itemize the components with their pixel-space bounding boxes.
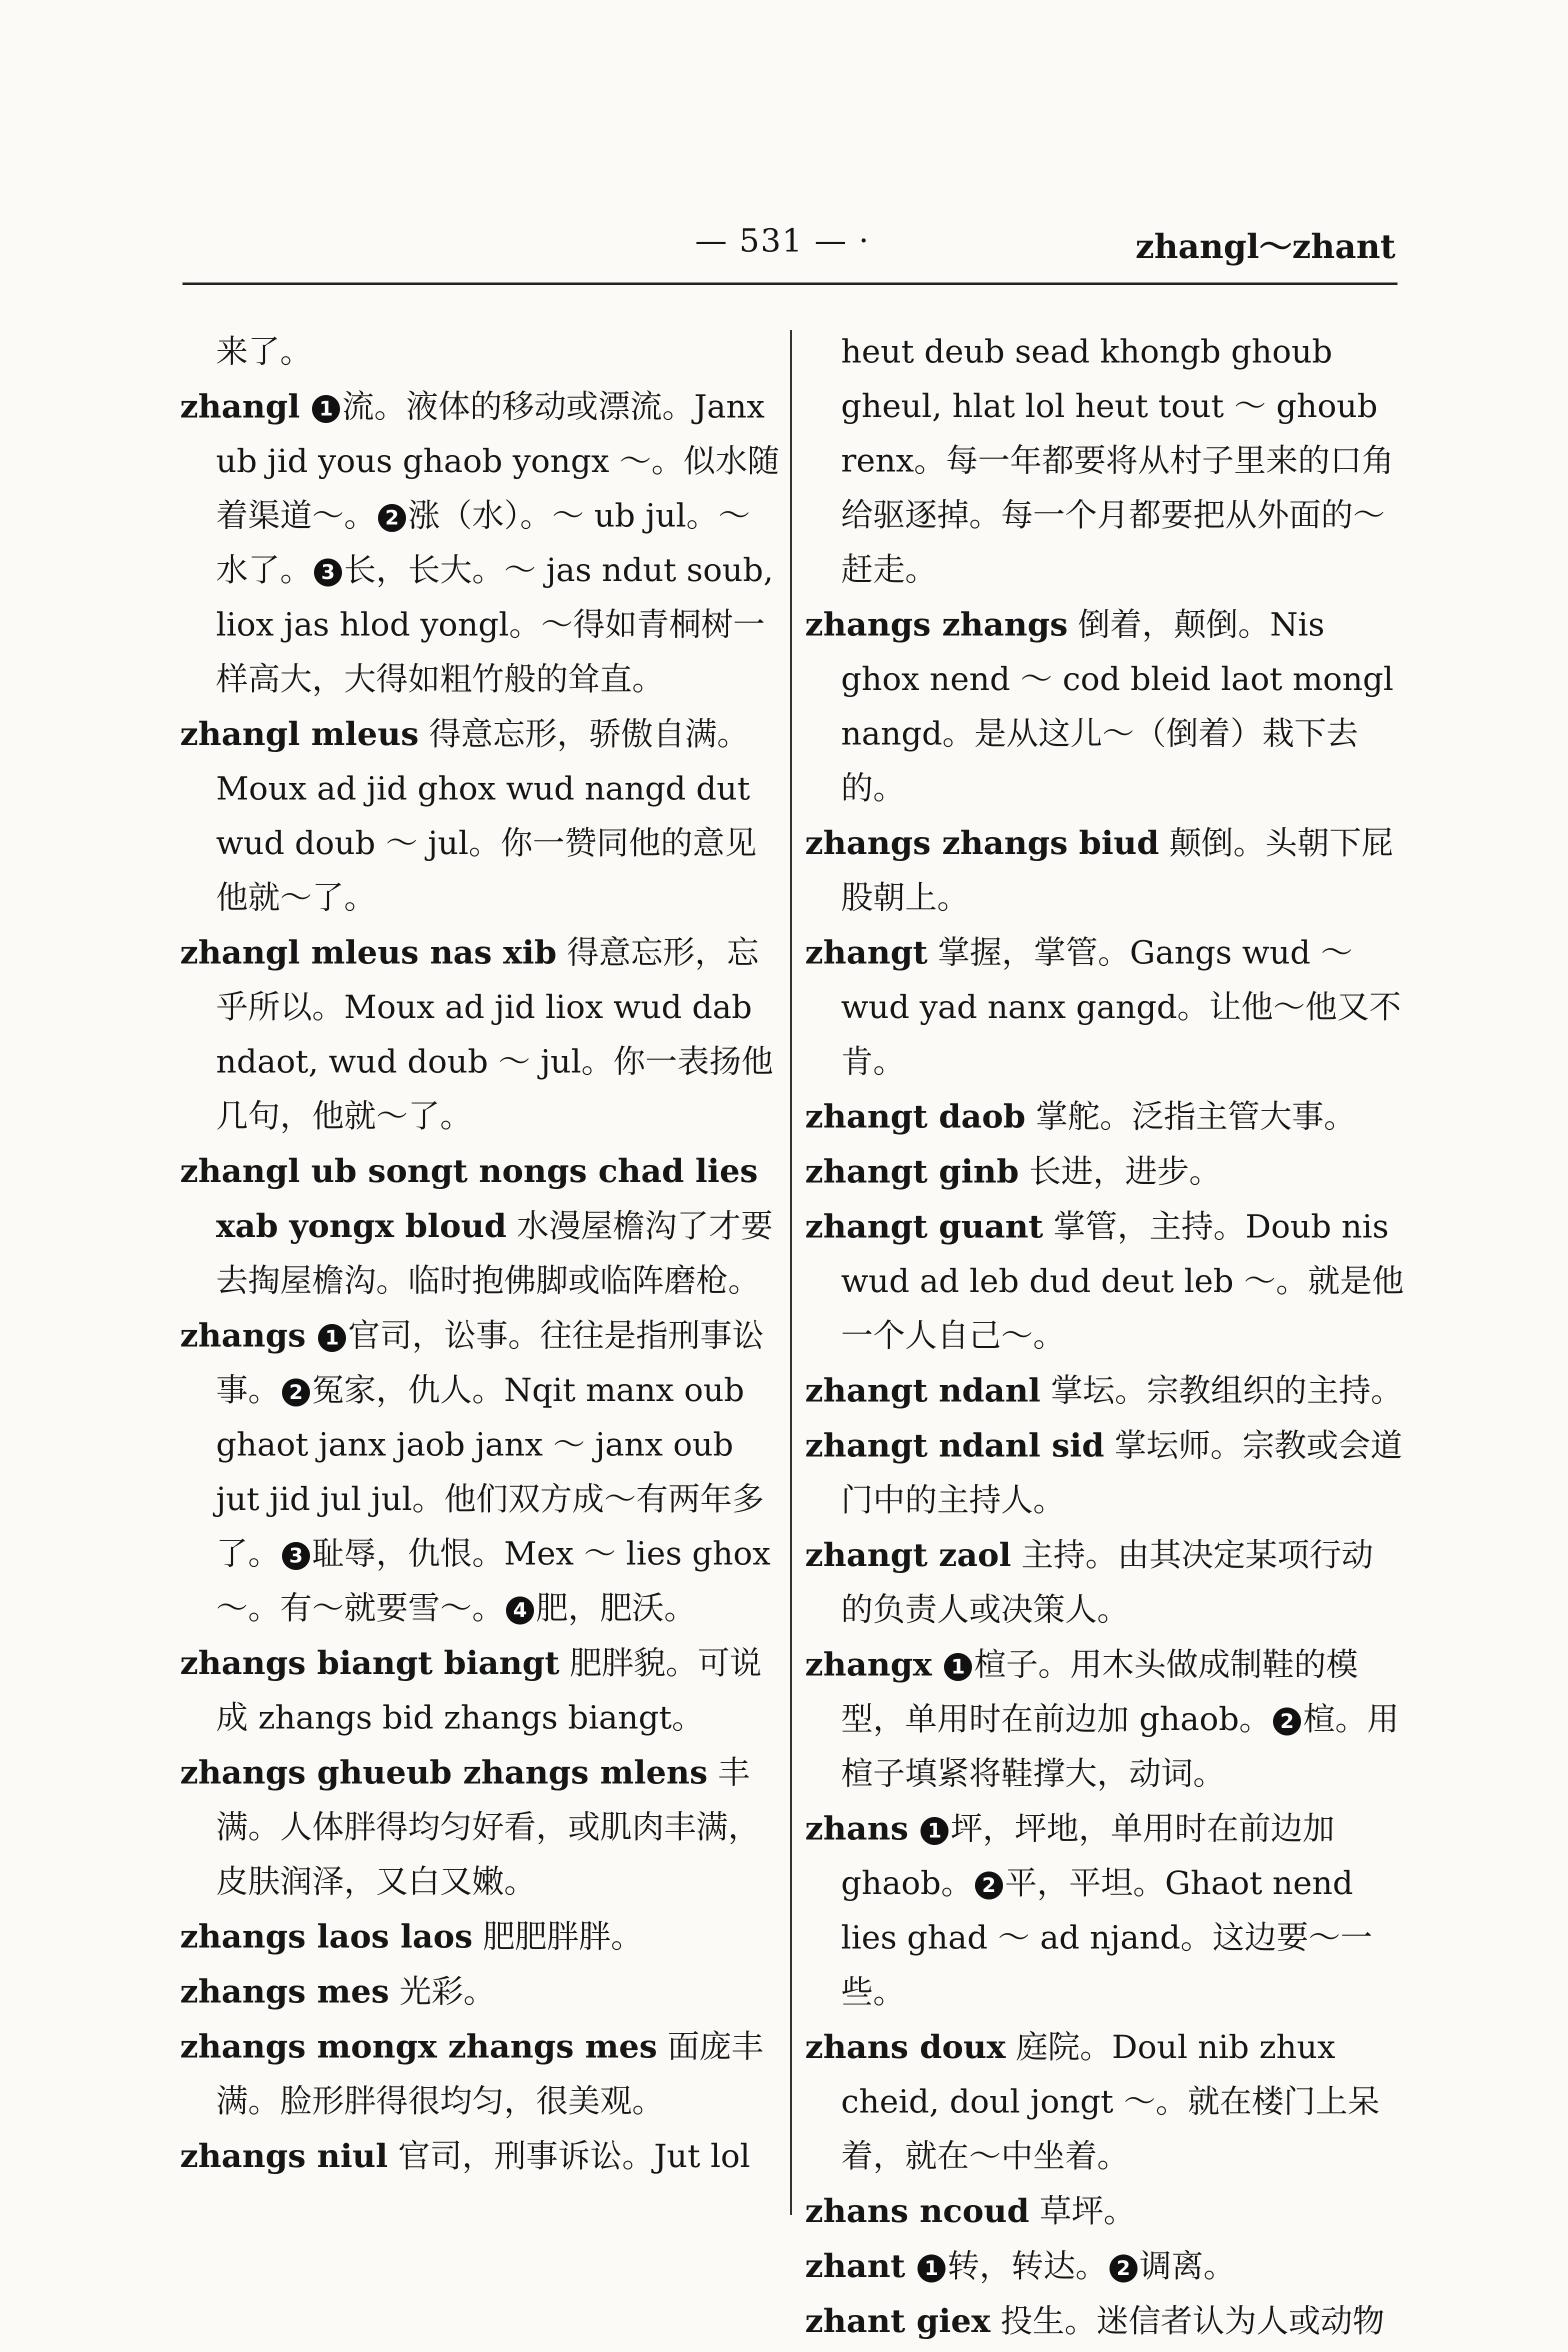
dictionary-entry — [805, 2294, 1405, 2349]
headword: zhangl ub songt nongs chad lies xab yongx bloud — [180, 1152, 758, 1245]
sense-number-marker: 1 — [920, 1817, 948, 1845]
definition-text: 楦。用楦子填紧将鞋撑大，动词。 — [841, 1701, 1400, 1792]
dictionary-entry — [805, 1528, 1405, 1638]
dictionary-entry — [180, 325, 780, 380]
headword: zhangt — [805, 934, 928, 972]
definition-text: 丰满。人体胖得均匀好看，或肌肉丰满，皮肤润泽，又白又嫩。 — [216, 1754, 760, 1900]
definition-text: 长，长大。～ jas ndut soub, liox jas hlod yongl。～得如青桐树一样高大，大得如粗竹般的耸直。 — [216, 552, 774, 698]
definition-text: 肥肥胖胖。 — [472, 1918, 643, 1956]
definition-text — [908, 1810, 918, 1848]
definition-text: 掌坛师。宗教或会道门中的主持人。 — [841, 1428, 1402, 1519]
dictionary-entry — [805, 1802, 1405, 2020]
definition-text: 掌坛。宗教组织的主持。 — [1040, 1372, 1403, 1410]
definition-text: 倒着，颠倒。Nis ghox nend ～ cod bleid laot mongl nangd。是从这儿～（倒着）栽下去的。 — [841, 606, 1394, 807]
dictionary-entry — [180, 1964, 780, 2020]
sense-number-marker: 3 — [314, 558, 342, 586]
running-head: zhangl～zhant — [1135, 227, 1396, 266]
definition-text: 颠倒。头朝下屁股朝上。 — [841, 825, 1394, 916]
dictionary-entry — [180, 380, 780, 707]
dictionary-entry — [805, 2020, 1405, 2184]
dictionary-entry — [180, 1144, 780, 1308]
headword: zhangt daob — [805, 1098, 1026, 1136]
headword: zhangt ndanl — [805, 1372, 1041, 1410]
dictionary-entry — [180, 1910, 780, 1964]
headword: zhangl mleus — [180, 716, 419, 753]
dictionary-entry — [180, 926, 780, 1144]
headword: zhangl — [180, 388, 300, 426]
dictionary-entry — [805, 2239, 1405, 2294]
dictionary-entry — [180, 2129, 780, 2184]
sense-number-marker: 2 — [975, 1872, 1003, 1900]
sense-number-marker: 2 — [378, 504, 406, 532]
definition-text: 庭院。Doul nib zhux cheid, doul jongt ～。就在楼门上呆着，就在～中坐着。 — [841, 2029, 1380, 2175]
dictionary-entry — [180, 707, 780, 926]
definition-text: 得意忘形，骄傲自满。Moux ad jid ghox wud nangd dut wud doub ～ jul。你一赞同他的意见他就～了。 — [216, 716, 757, 916]
definition-text: 草坪。 — [1029, 2193, 1136, 2230]
dictionary-entry — [805, 325, 1405, 598]
sense-number-marker: 1 — [318, 1324, 346, 1352]
definition-text: 得意忘形，忘乎所以。Moux ad jid liox wud dab ndaot, wud doub ～ jul。你一表扬他几句，他就～了。 — [216, 934, 774, 1135]
header-rule — [182, 282, 1398, 285]
definition-text: 官司，刑事诉讼。Jut lol — [388, 2138, 750, 2175]
dictionary-entry — [805, 1638, 1405, 1802]
definition-text — [932, 1646, 942, 1684]
sense-number-marker: 3 — [282, 1542, 310, 1570]
definition-text: 肥胖貌。可说成 zhangs bid zhangs biangt。 — [216, 1645, 762, 1736]
definition-text: heut deub sead khongb ghoub gheul, hlat lol heut tout ～ ghoub renx。每一年都要将从村子里来的口角给驱逐掉。每一个月都要把从外面的～赶走。 — [841, 334, 1394, 588]
sense-number-marker: 2 — [1110, 2254, 1138, 2282]
page-number: — 531 — · — [695, 222, 870, 260]
headword: zhangs mes — [180, 1973, 390, 2010]
sense-number-marker: 1 — [918, 2254, 946, 2282]
definition-text: 主持。由其决定某项行动的负责人或决策人。 — [841, 1537, 1374, 1628]
headword: zhans doux — [805, 2028, 1006, 2066]
dictionary-entry — [180, 1746, 780, 1910]
dictionary-entry — [180, 1308, 780, 1636]
headword: zhangs — [180, 1317, 306, 1354]
headword: zhangt guant — [805, 1208, 1044, 1246]
headword: zhangs laos laos — [180, 1918, 473, 1956]
definition-text: 投生。迷信者认为人或动物 — [990, 2303, 1384, 2340]
headword: zhangs ghueub zhangs mlens — [180, 1754, 708, 1792]
sense-number-marker: 2 — [1273, 1708, 1301, 1736]
definition-text: 面庞丰满。脸形胖得很均匀，很美观。 — [216, 2028, 764, 2120]
definition-text: 掌舵。泛指主管大事。 — [1026, 1098, 1356, 1136]
sense-number-marker: 2 — [282, 1378, 310, 1406]
sense-number-marker: 1 — [312, 395, 340, 423]
dictionary-entry — [805, 1200, 1405, 1364]
headword: zhant giex — [805, 2302, 990, 2340]
headword: zhangs biangt biangt — [180, 1644, 560, 1682]
dictionary-entry — [805, 1090, 1405, 1144]
headword: zhangx — [805, 1646, 932, 1684]
headword: zhangs zhangs — [805, 606, 1068, 644]
left-column — [180, 325, 780, 2184]
headword: zhangs mongx zhangs mes — [180, 2028, 658, 2066]
headword: zhangt ginb — [805, 1153, 1019, 1190]
dictionary-entry — [805, 816, 1405, 926]
definition-text: 流。液体的移动或漂流。Janx ub jid yous ghaob yongx ～。似水随着渠道～。 — [216, 388, 780, 534]
dictionary-entry — [805, 598, 1405, 816]
dictionary-entry — [805, 1364, 1405, 1418]
headword: zhangt ndanl sid — [805, 1427, 1104, 1464]
definition-text: 官司，讼事。往往是指刑事讼事。 — [216, 1318, 764, 1409]
sense-number-marker: 1 — [944, 1653, 972, 1681]
definition-text: 水漫屋檐沟了才要去掏屋檐沟。临时抱佛脚或临阵磨枪。 — [216, 1208, 773, 1300]
definition-text: 长进，进步。 — [1018, 1154, 1222, 1190]
headword: zhangs niul — [180, 2138, 388, 2175]
sense-number-marker: 4 — [506, 1596, 534, 1624]
headword: zhant — [805, 2248, 906, 2285]
headword: zhangt zaol — [805, 1536, 1012, 1574]
column-divider — [790, 330, 792, 2215]
definition-text: 楦子。用木头做成制鞋的模型，单用时在前边加 ghaob。 — [841, 1646, 1358, 1738]
definition-text — [905, 2248, 915, 2285]
headword: zhans ncoud — [805, 2192, 1030, 2230]
definition-text: 掌管，主持。Doub nis wud ad leb dud deut leb ～。就是他一个人自己～。 — [841, 1208, 1404, 1354]
dictionary-entry — [805, 2184, 1405, 2239]
definition-text: 光彩。 — [389, 1974, 496, 2010]
dictionary-entry — [805, 1418, 1405, 1528]
headword: zhangs zhangs biud — [805, 824, 1160, 862]
definition-text: 掌握，掌管。Gangs wud ～ wud yad nanx gangd。让他～他又不肯。 — [841, 934, 1402, 1080]
definition-text: 转，转达。 — [947, 2248, 1108, 2285]
definition-text — [300, 388, 310, 426]
definition-text — [306, 1318, 316, 1354]
definition-text: 调离。 — [1139, 2248, 1236, 2285]
definition-text: 坪，坪地，单用时在前边加 ghaob。 — [841, 1810, 1335, 1902]
definition-text: 来了。 — [216, 334, 312, 370]
definition-text: 涨（水）。～ ub jul。～水了。 — [216, 498, 750, 589]
definition-text: 平，平坦。Ghaot nend lies ghad ～ ad njand。这边要～一些。 — [841, 1865, 1372, 2011]
dictionary-entry — [805, 1144, 1405, 1200]
headword: zhangl mleus nas xib — [180, 934, 557, 972]
definition-text: 肥，肥沃。 — [536, 1590, 696, 1627]
dictionary-entry — [805, 926, 1405, 1090]
definition-text: 冤家，仇人。Nqit manx oub ghaot janx jaob janx ～ janx oub jut jid jul jul。他们双方成～有两年多了。 — [216, 1372, 764, 1572]
headword: zhans — [805, 1810, 908, 1848]
right-column — [805, 325, 1405, 2349]
dictionary-entry — [180, 1636, 780, 1746]
dictionary-entry — [180, 2020, 780, 2129]
definition-text: 耻辱，仇恨。Mex ～ lies ghox ～。有～就要雪～。 — [216, 1536, 770, 1627]
